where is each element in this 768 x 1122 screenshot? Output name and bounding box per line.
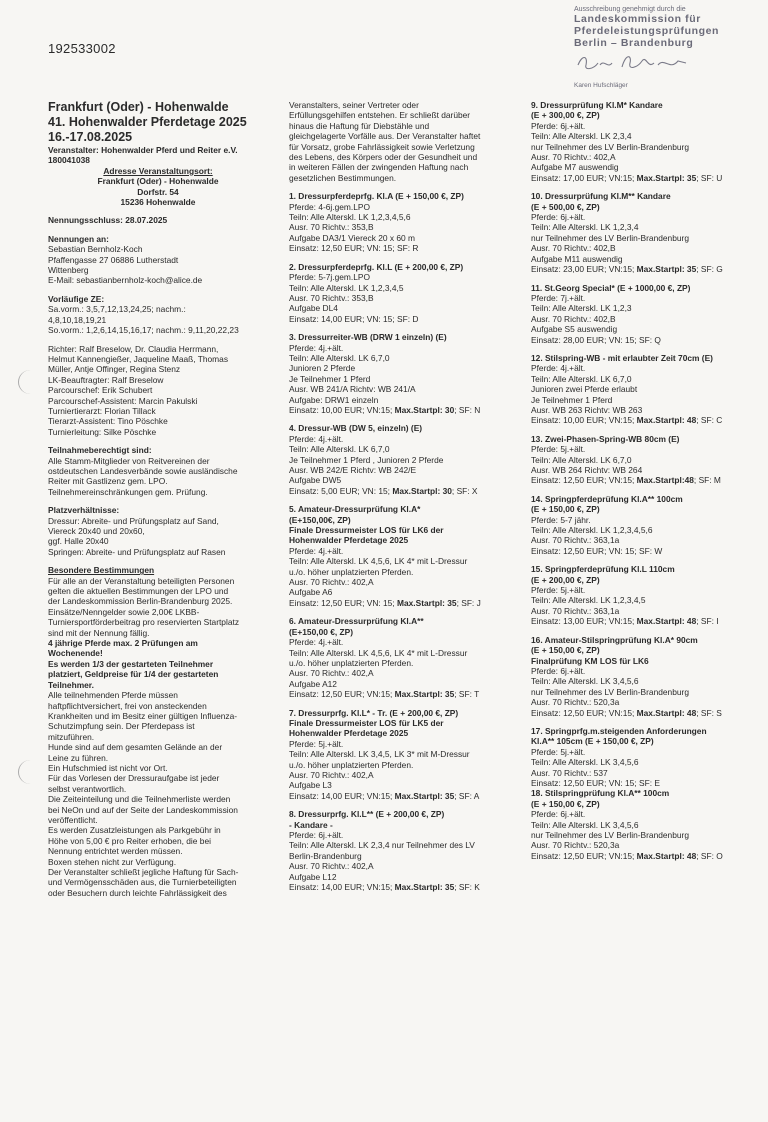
stamp-line-3: Pferdeleistungsprüfungen: [574, 25, 720, 37]
exam-title: (E + 200,00 €, ZP): [531, 574, 600, 585]
exam-title: 7. Dressurprfg. Kl.L* - Tr. (E + 200,00 €, ZP): [289, 707, 459, 718]
exam-detail: Ausr. 70 Richtv.: 520,3a: [531, 697, 620, 708]
info-line: Besondere Bestimmungen: [48, 565, 155, 576]
exam-detail: Einsatz: 12,50 EUR; VN: 15; SF: R: [289, 243, 419, 254]
info-line: Für das Vorlesen der Dressuraufgabe ist jeder: [48, 773, 220, 784]
exam-detail: Einsatz: 28,00 EUR; VN: 15; SF: Q: [531, 334, 661, 345]
info-line: Dorfstr. 54: [137, 186, 179, 197]
info-line: Hunde sind auf dem gesamten Gelände an der: [48, 742, 223, 753]
exam-detail: Pferde: 6j.+ält.: [289, 830, 344, 840]
exam-detail: Ausr. WB 242/E Richtv: WB 242/E: [289, 465, 417, 475]
info-line: Boxen stehen nicht zur Verfügung.: [48, 856, 177, 867]
info-line: 15236 Hohenwalde: [120, 197, 196, 208]
exam-detail: Aufgabe: DRW1 einzeln: [289, 394, 379, 405]
exam-title: 18. Stilspringprüfung Kl.A** 100cm: [531, 788, 670, 799]
exam-detail: Pferde: 4-6j.gem.LPO: [289, 201, 370, 212]
exam-title: (E + 150,00 €, ZP): [531, 504, 600, 515]
column-general-info: [48, 100, 268, 898]
exam-entry: [289, 504, 511, 608]
exam-title: 11. St.Georg Special* (E + 1000,00 €, ZP): [531, 282, 691, 293]
exam-detail: Ausr. 70 Richtv.: 402,B: [531, 243, 616, 254]
exam-title: 14. Springpferdeprüfung Kl.A** 100cm: [531, 493, 683, 504]
info-line: Für alle an der Veranstaltung beteiligten Personen: [48, 575, 235, 586]
info-line: Alle Stamm-Mitglieder von Reitvereinen der: [48, 455, 210, 466]
info-line: ggf. Halle 20x40: [48, 536, 109, 547]
exam-detail: Ausr. 70 Richtv.: 353,B: [289, 292, 374, 303]
signature: [574, 51, 704, 75]
exam-detail: Je Teilnehmer 1 Pferd: [531, 394, 613, 405]
exam-detail: Ausr. 70 Richtv.: 402,B: [531, 313, 616, 324]
stamp-line-2: Landeskommission für: [574, 13, 701, 25]
column-dressage-classes: [289, 100, 511, 900]
exam-detail: Einsatz: 12,50 EUR; VN: 15; SF: E: [531, 777, 660, 788]
exam-entry: [531, 788, 757, 861]
exam-title: 12. Stilspring-WB - mit erlaubter Zeit 70cm (E): [531, 352, 713, 363]
exam-detail: Pferde: 5-7j.gem.LPO: [289, 272, 370, 283]
info-line: 4,8,10,18,19,21: [48, 314, 107, 325]
exam-detail: Einsatz: 13,00 EUR; VN:15; Max.Startpl: 48; SF: I: [531, 616, 719, 627]
exam-detail: Pferde: 6j.+ält.: [531, 120, 586, 131]
info-line: Einsätze/Nenngelder sowie 2,00€ LKBB-: [48, 606, 200, 617]
exam-detail: Teiln: Alle Alterskl. LK 1,2,3,4,5,6: [531, 525, 653, 536]
info-line: Teilnehmereinschränkungen gem. Prüfung.: [48, 486, 208, 497]
text-line: hinaus die Haftung für Diebstähle und: [289, 120, 430, 131]
exam-detail: Aufgabe L12: [289, 871, 337, 882]
info-line: Viereck 20x40 und 20x60,: [48, 526, 145, 536]
info-line: Tierarzt-Assistent: Tino Pöschke: [48, 416, 168, 427]
info-line: Parcourschef: Erik Schubert: [48, 385, 153, 396]
text-line: in weiteren Fällen der zwingenden Haftung nach: [289, 162, 469, 173]
exam-entry: [289, 262, 511, 324]
exam-detail: Teiln: Alle Alterskl. LK 1,2,3,4,5: [289, 282, 404, 293]
exam-detail: Pferde: 7j.+ält.: [531, 292, 586, 303]
exam-detail: u./o. höher unplatzierten Pferden.: [289, 759, 414, 770]
info-line: Turniersportförderbeitrag pro reservierten Startplatz: [48, 617, 240, 628]
exam-entry: [531, 635, 757, 718]
liability-text: [289, 100, 511, 183]
exam-entry: [531, 434, 757, 486]
info-line: Turniertierarzt: Florian Tillack: [48, 405, 156, 416]
exam-detail: Teiln: Alle Alterskl. LK 6,7,0: [531, 373, 632, 384]
exam-title: 15. Springpferdeprüfung Kl.L 110cm: [531, 564, 675, 575]
info-line: 180041038: [48, 155, 90, 166]
info-line: So.vorm.: 1,2,6,14,15,16,17; nachm.: 9,11,20,22,23: [48, 325, 239, 336]
exam-title: Kl.A** 105cm (E + 150,00 €, ZP): [531, 736, 654, 747]
exam-detail: Einsatz: 14,00 EUR; VN:15; Max.Startpl: 35; SF: K: [289, 882, 480, 893]
info-line: platziert, Geldpreise für 1/4 der gestarteten: [48, 669, 219, 680]
exam-detail: Pferde: 5-7 jähr.: [531, 514, 591, 525]
info-line: Sa.vorm.: 3,5,7,12,13,24,25; nachm.:: [48, 304, 186, 315]
exam-detail: Teiln: Alle Alterskl. LK 3,4,5,6: [531, 757, 639, 768]
exam-detail: Einsatz: 12,50 EUR; VN: 15; SF: W: [531, 545, 663, 556]
info-line: Richter: Ralf Breselow, Dr. Claudia Herrmann,: [48, 343, 219, 354]
exam-detail: u./o. höher unplatzierten Pferden.: [289, 657, 414, 668]
info-line: Leine zu führen.: [48, 752, 109, 763]
info-line: Reiter mit Gastlizenz gem. LPO.: [48, 476, 168, 487]
exam-detail: Ausr. WB 263 Richtv: WB 263: [531, 404, 643, 415]
exam-detail: Ausr. 70 Richtv.: 402,A: [289, 577, 374, 588]
info-line: Teilnahmeberechtigt sind:: [48, 445, 152, 456]
exam-detail: Teiln: Alle Alterskl. LK 2,3,4: [531, 131, 632, 142]
exam-detail: Pferde: 6j.+ält.: [531, 809, 586, 820]
info-line: Helmut Kannengießer, Jaqueline Maaß, Thomas: [48, 353, 229, 364]
info-line: Wochenende!: [48, 648, 103, 659]
text-line: gleichgelagerte Vorfälle aus. Der Veranstalter haftet: [289, 131, 481, 142]
exam-title: (E + 300,00 €, ZP): [531, 110, 600, 121]
exam-entry: [531, 564, 757, 626]
exam-title: (E+150,00 €, ZP): [289, 626, 354, 637]
info-line: Frankfurt (Oder) - Hohenwalde: [48, 100, 229, 114]
info-line: Turnierleitung: Silke Pöschke: [48, 426, 157, 437]
exam-detail: Einsatz: 12,50 EUR; VN:15; Max.Startpl: 48; SF: O: [531, 850, 723, 861]
exam-detail: Berlin-Brandenburg: [289, 850, 362, 861]
exam-title: 16. Amateur-Stilspringprüfung Kl.A* 90cm: [531, 634, 698, 645]
info-line: veröffentlicht.: [48, 814, 98, 825]
exam-detail: Teiln: Alle Alterskl. LK 4,5,6, LK 4* mit L-Dressur: [289, 556, 468, 567]
exam-title: 17. Springprfg.m.steigenden Anforderungen: [531, 725, 707, 736]
exam-title: 3. Dressurreiter-WB (DRW 1 einzeln) (E): [289, 332, 447, 343]
approval-stamp: [574, 6, 754, 89]
column-classes-continued: [531, 100, 757, 869]
exam-title: 6. Amateur-Dressurprüfung Kl.A**: [289, 616, 424, 627]
exam-title: 10. Dressurprüfung Kl.M** Kandare: [531, 191, 671, 202]
info-line: selbst verantwortlich.: [48, 783, 127, 794]
exam-detail: Einsatz: 14,00 EUR; VN:15; Max.Startpl: 35; SF: A: [289, 790, 480, 801]
info-line: Parcourschef-Assistent: Marcin Pakulski: [48, 395, 198, 406]
exam-entry: [531, 353, 757, 426]
info-line: oder Besuchern durch leichte Fahrlässigkeit des: [48, 887, 227, 898]
info-line: Wittenberg: [48, 265, 89, 276]
exam-detail: Ausr. 70 Richtv.: 520,3a: [531, 840, 620, 851]
exam-detail: Ausr. 70 Richtv.: 363,1a: [531, 535, 620, 546]
info-line: Dressur: Abreite- und Prüfungsplatz auf Sand,: [48, 515, 219, 526]
exam-detail: Ausr. 70 Richtv.: 402,A: [531, 152, 616, 163]
exam-entry: [531, 283, 757, 345]
info-line: Ein Hufschmied ist nicht vor Ort.: [48, 762, 168, 773]
exam-detail: Ausr. 70 Richtv.: 402,A: [289, 769, 374, 780]
exam-detail: Ausr. WB 241/A Richtv: WB 241/A: [289, 384, 416, 395]
exam-title: Hohenwalder Pferdetage 2025: [289, 728, 409, 739]
info-line: Nennungsschluss: 28.07.2025: [48, 215, 168, 226]
text-line: gesetzlichen Bestimmungen.: [289, 172, 397, 183]
exam-detail: nur Teilnehmer des LV Berlin-Brandenburg: [531, 686, 689, 697]
info-line: Veranstalter: Hohenwalder Pferd und Reiter e.V.: [48, 145, 238, 155]
exam-detail: Teiln: Alle Alterskl. LK 6,7,0: [289, 444, 390, 455]
text-line: Veranstalters, seiner Vertreter oder: [289, 100, 419, 110]
exam-detail: Teiln: Alle Alterskl. LK 3,4,5,6: [531, 819, 639, 830]
exam-title: Finale Dressurmeister LOS für LK6 der: [289, 525, 444, 536]
exam-title: 13. Zwei-Phasen-Spring-WB 80cm (E): [531, 433, 680, 444]
info-line: und Vermögensschäden aus, die Turnierbeteiligten: [48, 877, 237, 888]
info-line: E-Mail: sebastianbernholz-koch@alice.de: [48, 275, 203, 286]
exam-detail: Einsatz: 5,00 EUR; VN: 15; Max.Startpl: 30; SF: X: [289, 485, 478, 496]
info-line: Es werden 1/3 der gestarteten Teilnehmer: [48, 658, 214, 669]
info-line: Frankfurt (Oder) - Hohenwalde: [97, 176, 219, 187]
exam-detail: Ausr. 70 Richtv.: 537: [531, 767, 608, 778]
exam-detail: Teiln: Alle Alterskl. LK 1,2,3,4,5,6: [289, 212, 411, 223]
info-line: sind mit der Nennung fällig.: [48, 627, 150, 638]
exam-title: 2. Dressurpferdeprfg. Kl.L (E + 200,00 €, ZP): [289, 261, 464, 272]
exam-detail: Teiln: Alle Alterskl. LK 3,4,5, LK 3* mit M-Dressur: [289, 749, 470, 760]
info-line: 16.-17.08.2025: [48, 130, 133, 144]
info-line: Schutzimpfung sein. Der Pferdepass ist: [48, 721, 195, 732]
info-line: Pfaffengasse 27 06886 Lutherstadt: [48, 254, 179, 265]
exam-detail: Pferde: 5j.+ält.: [531, 585, 586, 596]
exam-detail: Pferde: 5j.+ält.: [531, 444, 586, 455]
exam-detail: Einsatz: 14,00 EUR; VN: 15; SF: D: [289, 313, 419, 324]
exam-detail: Aufgabe DL4: [289, 303, 338, 314]
exam-entry: [531, 726, 757, 788]
exam-detail: nur Teilnehmer des LV Berlin-Brandenburg: [531, 232, 689, 243]
exam-detail: Teiln: Alle Alterskl. LK 6,7,0: [289, 352, 390, 363]
info-line: Alle teilnehmenden Pferde müssen: [48, 690, 178, 701]
exam-detail: Einsatz: 10,00 EUR; VN:15; Max.Startpl: 48; SF: C: [531, 415, 723, 426]
info-line: bei NeOn und auf der Seite der Landeskommission: [48, 804, 238, 815]
info-line: LK-Beauftragter: Ralf Breselow: [48, 374, 164, 385]
info-line: gelten die aktuellen Bestimmungen der LPO und: [48, 586, 229, 597]
exam-detail: Pferde: 4j.+ält.: [289, 545, 344, 556]
exam-detail: Aufgabe DW5: [289, 475, 342, 486]
exam-detail: Einsatz: 12,50 EUR; VN: 15; Max.Startpl: 35; SF: J: [289, 597, 481, 608]
exam-detail: Pferde: 4j.+ält.: [289, 433, 344, 444]
info-line: Der Veranstalter schließt jegliche Haftung für Sach-: [48, 867, 239, 877]
exam-detail: Pferde: 4j.+ält.: [289, 637, 344, 648]
punch-hole-mark: [18, 760, 43, 784]
info-line: Krankheiten und im Besitz einer gültigen Influenza-: [48, 710, 238, 721]
exam-detail: Aufgabe M7 auswendig: [531, 162, 619, 173]
exam-detail: Je Teilnehmer 1 Pferd , Junioren 2 Pferde: [289, 454, 444, 465]
stamp-line-1: Ausschreibung genehmigt durch die: [574, 6, 686, 13]
exam-title: 4. Dressur-WB (DW 5, einzeln) (E): [289, 423, 423, 434]
exam-detail: Einsatz: 12,50 EUR; VN:15; Max.Startpl: 35; SF: T: [289, 689, 480, 700]
exam-detail: Teiln: Alle Alterskl. LK 1,2,3,4,5: [531, 595, 646, 606]
exam-entry: [531, 494, 757, 556]
exam-entry: [289, 809, 511, 892]
info-line: 4 jährige Pferde max. 2 Prüfungen am: [48, 638, 198, 649]
exam-detail: Je Teilnehmer 1 Pferd: [289, 373, 371, 384]
exam-detail: Ausr. WB 264 Richtv: WB 264: [531, 465, 643, 475]
exam-title: - Kandare -: [289, 819, 333, 830]
stamp-line-4: Berlin – Brandenburg: [574, 37, 694, 49]
exam-detail: Einsatz: 17,00 EUR; VN:15; Max.Startpl: 35; SF: U: [531, 172, 723, 183]
exam-detail: Aufgabe M11 auswendig: [531, 253, 623, 264]
exam-detail: nur Teilnehmer des LV Berlin-Brandenburg: [531, 141, 689, 152]
info-line: ostdeutschen Landesverbände sowie ausländische: [48, 465, 238, 476]
exam-detail: Ausr. 70 Richtv.: 402,A: [289, 861, 374, 872]
exam-detail: Junioren zwei Pferde erlaubt: [531, 384, 638, 395]
info-line: Müller, Antje Offinger, Regina Stenz: [48, 364, 181, 375]
exam-detail: Ausr. 70 Richtv.: 363,1a: [531, 605, 620, 616]
document-id: 192533002: [48, 41, 116, 56]
exam-entry: [289, 423, 511, 496]
exam-title: 5. Amateur-Dressurprüfung Kl.A*: [289, 504, 421, 515]
info-line: Sebastian Bernholz-Koch: [48, 244, 143, 255]
exam-title: Finale Dressurmeister LOS für LK5 der: [289, 717, 444, 728]
exam-title: (E+150,00€, ZP): [289, 514, 351, 525]
exam-detail: Ausr. 70 Richtv.: 402,A: [289, 668, 374, 679]
exam-detail: Junioren 2 Pferde: [289, 363, 356, 374]
info-line: Die Zeiteinteilung und die Teilnehmerliste werden: [48, 794, 231, 805]
exam-title: Finalprüfung KM LOS für LK6: [531, 655, 649, 666]
exam-detail: Pferde: 5j.+ält.: [531, 746, 586, 757]
text-line: Erfüllungsgehilfen entstehen. Er schließt darüber: [289, 110, 471, 121]
info-line: Adresse Veranstaltungsort:: [103, 165, 213, 176]
info-line: mitzuführen.: [48, 731, 95, 742]
text-line: für Vorsatz, grobe Fahrlässigkeit sowie Verletzung: [289, 141, 475, 152]
exam-entry: [289, 708, 511, 802]
exam-entry: [289, 191, 511, 253]
exam-detail: Einsatz: 12,50 EUR; VN:15; Max.Startpl: 48; SF: S: [531, 707, 722, 718]
info-line: 41. Hohenwalder Pferdetage 2025: [48, 115, 247, 129]
exam-detail: Teiln: Alle Alterskl. LK 4,5,6, LK 4* mit L-Dressur: [289, 647, 468, 658]
exam-detail: nur Teilnehmer des LV Berlin-Brandenburg: [531, 830, 689, 840]
exam-title: 9. Dressurprüfung Kl.M* Kandare: [531, 100, 663, 110]
punch-hole-mark: [18, 370, 43, 394]
exam-detail: Aufgabe DA3/1 Viereck 20 x 60 m: [289, 232, 416, 243]
exam-detail: Teiln: Alle Alterskl. LK 1,2,3: [531, 303, 632, 314]
exam-title: 8. Dressurprfg. Kl.L** (E + 200,00 €, ZP): [289, 809, 445, 820]
exam-detail: Ausr. 70 Richtv.: 353,B: [289, 222, 374, 233]
stamp-name: Karen Hufschläger: [574, 82, 628, 89]
info-line: Nennung entrichtet werden müssen.: [48, 846, 183, 857]
exam-detail: Aufgabe A12: [289, 678, 337, 689]
exam-entry: [531, 191, 757, 274]
exam-detail: Aufgabe L3: [289, 780, 332, 791]
exam-detail: Teiln: Alle Alterskl. LK 3,4,5,6: [531, 676, 639, 687]
exam-entry: [289, 332, 511, 415]
exam-detail: Teiln: Alle Alterskl. LK 1,2,3,4: [531, 222, 639, 233]
exam-detail: Einsatz: 10,00 EUR; VN:15; Max.Startpl: 30; SF: N: [289, 404, 481, 415]
info-line: Höhe von 5,00 € pro Reiter erhoben, die bei: [48, 835, 211, 846]
exam-entry: [289, 616, 511, 699]
text-line: des Lebens, des Körpers oder der Gesundheit und: [289, 152, 478, 163]
info-line: Nennungen an:: [48, 233, 109, 244]
exam-detail: Pferde: 6j.+ält.: [531, 212, 586, 223]
info-line: Vorläufige ZE:: [48, 293, 105, 304]
exam-entry: [531, 100, 757, 183]
exam-detail: Aufgabe S5 auswendig: [531, 324, 618, 335]
info-line: Platzverhältnisse:: [48, 505, 120, 516]
info-line: Es werden Zusatzleistungen als Parkgebühr in: [48, 825, 221, 836]
exam-detail: u./o. höher unplatzierten Pferden.: [289, 566, 414, 577]
exam-detail: Teiln: Alle Alterskl. LK 2,3,4 nur Teilnehmer des LV: [289, 840, 475, 851]
exam-detail: Pferde: 4j.+ält.: [289, 342, 344, 353]
exam-title: (E + 150,00 €, ZP): [531, 645, 600, 656]
info-line: Springen: Abreite- und Prüfungsplatz auf Rasen: [48, 546, 226, 557]
exam-detail: Teiln: Alle Alterskl. LK 6,7,0: [531, 454, 632, 465]
exam-detail: Einsatz: 12,50 EUR; VN:15; Max.Startpl:48; SF: M: [531, 475, 721, 486]
exam-detail: Aufgabe A6: [289, 587, 333, 598]
info-line: haftpflichtversichert, frei von ansteckenden: [48, 700, 207, 711]
exam-detail: Pferde: 4j.+ält.: [531, 363, 586, 374]
exam-title: Hohenwalder Pferdetage 2025: [289, 535, 409, 546]
info-line: der Landeskommission Berlin-Brandenburg 2025.: [48, 596, 233, 607]
exam-title: (E + 150,00 €, ZP): [531, 798, 600, 809]
exam-title: 1. Dressurpferdeprfg. Kl.A (E + 150,00 €, ZP): [289, 191, 464, 202]
exam-title: (E + 500,00 €, ZP): [531, 201, 600, 212]
exam-detail: Pferde: 6j.+ält.: [531, 665, 586, 676]
exam-detail: Pferde: 5j.+ält.: [289, 738, 344, 749]
exam-detail: Einsatz: 23,00 EUR; VN:15; Max.Startpl: 35; SF: G: [531, 264, 723, 275]
info-line: Teilnehmer.: [48, 679, 94, 690]
